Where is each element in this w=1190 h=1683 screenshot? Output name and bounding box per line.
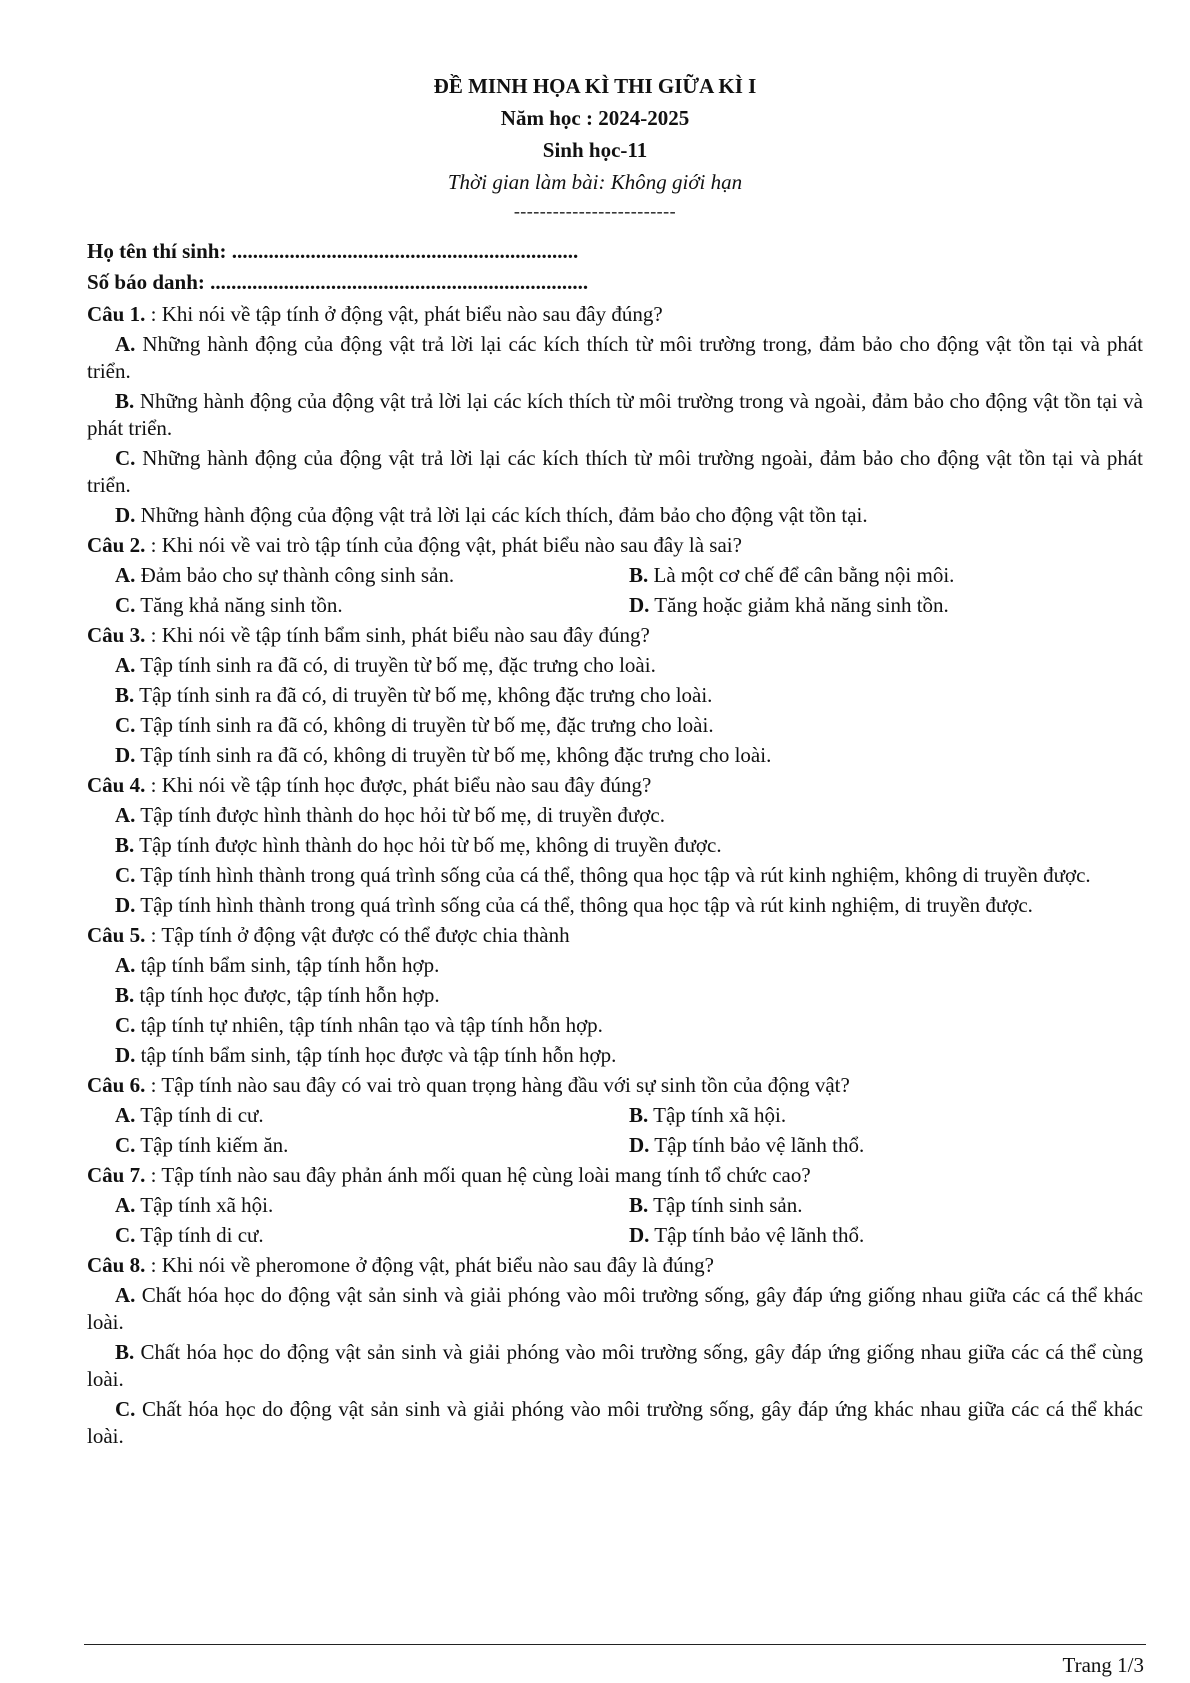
option-d (629, 1222, 1143, 1249)
option-label: A. (115, 953, 136, 977)
question-2 (87, 532, 1143, 619)
option-text: Chất hóa học do động vật sản sinh và giải phóng vào môi trường sống, gây đáp ứng khác nhau giữa các cá thể khác loài. (87, 1397, 1143, 1448)
option-label: B. (115, 983, 135, 1007)
question-stem (87, 1162, 1143, 1189)
option-label: A. (115, 653, 136, 677)
option-label: B. (115, 833, 135, 857)
question-number: Câu 1. (87, 302, 146, 326)
question-text: : Tập tính ở động vật được có thể được chia thành (145, 923, 570, 947)
option-b (87, 682, 1143, 709)
question-stem (87, 1252, 1143, 1279)
option-label: C. (115, 446, 136, 470)
option-a (87, 562, 629, 589)
option-label: C. (115, 1397, 136, 1421)
option-label: A. (115, 803, 136, 827)
question-text: : Khi nói về tập tính học được, phát biểu nào sau đây đúng? (145, 773, 652, 797)
options-grid (87, 1132, 1143, 1159)
question-number: Câu 4. (87, 773, 146, 797)
exam-title: ĐỀ MINH HỌA KÌ THI GIỮA KÌ I (433, 74, 757, 98)
option-c (87, 1012, 1143, 1039)
header-separator: ------------------------- (513, 201, 677, 221)
option-label: A. (115, 1103, 136, 1127)
options-grid (87, 562, 1143, 589)
option-label: D. (115, 743, 136, 767)
option-label: D. (115, 1043, 136, 1067)
option-d (629, 1132, 1143, 1159)
option-text: Đảm bảo cho sự thành công sinh sản. (135, 563, 455, 587)
question-stem (87, 772, 1143, 799)
option-text: Tập tính sinh ra đã có, không di truyền từ bố mẹ, đặc trưng cho loài. (135, 713, 714, 737)
option-text: Tập tính kiếm ăn. (135, 1133, 289, 1157)
candidate-name-field: Họ tên thí sinh: .................................................................. (87, 239, 579, 263)
question-stem (87, 301, 1143, 328)
option-text: Tập tính sinh ra đã có, không di truyền từ bố mẹ, không đặc trưng cho loài. (135, 743, 772, 767)
option-label: A. (115, 1193, 136, 1217)
question-number: Câu 3. (87, 623, 146, 647)
option-d (87, 502, 1143, 529)
option-text: Chất hóa học do động vật sản sinh và giải phóng vào môi trường sống, gây đáp ứng giống nhau giữa các cá thể cùng loài. (87, 1340, 1143, 1391)
question-5 (87, 922, 1143, 1069)
option-text: Tập tính được hình thành do học hỏi từ bố mẹ, di truyền được. (135, 803, 665, 827)
question-number: Câu 8. (87, 1253, 146, 1277)
option-text: Những hành động của động vật trả lời lại các kích thích, đảm bảo cho động vật tồn tại. (135, 503, 868, 527)
option-label: B. (629, 1193, 649, 1217)
question-8 (87, 1252, 1143, 1450)
option-b (87, 832, 1143, 859)
option-text: tập tính bẩm sinh, tập tính hỗn hợp. (135, 953, 440, 977)
option-text: Tăng khả năng sinh tồn. (135, 593, 343, 617)
options-grid (87, 1192, 1143, 1219)
option-a (87, 1192, 629, 1219)
option-d (629, 592, 1143, 619)
option-a (87, 1282, 1143, 1336)
option-label: D. (115, 503, 136, 527)
option-a (87, 331, 1143, 385)
option-b (87, 982, 1143, 1009)
option-c (87, 712, 1143, 739)
option-text: tập tính học được, tập tính hỗn hợp. (134, 983, 440, 1007)
option-text: Tập tính hình thành trong quá trình sống của cá thể, thông qua học tập và rút kinh nghiệm, không di truyền được. (135, 863, 1091, 887)
option-c (87, 445, 1143, 499)
option-label: A. (115, 332, 136, 356)
question-text: : Khi nói về pheromone ở động vật, phát biểu nào sau đây là đúng? (145, 1253, 714, 1277)
option-label: C. (115, 863, 136, 887)
question-text: : Tập tính nào sau đây có vai trò quan trọng hàng đầu với sự sinh tồn của động vật? (145, 1073, 850, 1097)
option-label: B. (115, 389, 135, 413)
option-d (87, 1042, 1143, 1069)
question-6 (87, 1072, 1143, 1159)
options-grid (87, 1222, 1143, 1249)
option-label: B. (115, 1340, 135, 1364)
option-c (87, 1132, 629, 1159)
option-label: C. (115, 593, 136, 617)
option-text: Tập tính được hình thành do học hỏi từ bố mẹ, không di truyền được. (134, 833, 722, 857)
option-c (87, 862, 1143, 889)
candidate-id-field: Số báo danh: ........................................................................ (87, 270, 589, 294)
question-text: : Tập tính nào sau đây phản ánh mối quan hệ cùng loài mang tính tổ chức cao? (145, 1163, 811, 1187)
option-label: C. (115, 1223, 136, 1247)
option-d (87, 742, 1143, 769)
option-text: Tập tính bảo vệ lãnh thổ. (649, 1133, 865, 1157)
option-b (629, 1192, 1143, 1219)
option-a (87, 652, 1143, 679)
question-3 (87, 622, 1143, 769)
option-text: Những hành động của động vật trả lời lại các kích thích từ môi trường ngoài, đảm bảo cho động vật tồn tại và phát triển. (87, 446, 1143, 497)
option-text: Tăng hoặc giảm khả năng sinh tồn. (649, 593, 949, 617)
option-text: Tập tính xã hội. (648, 1103, 787, 1127)
option-label: B. (629, 1103, 649, 1127)
question-number: Câu 5. (87, 923, 146, 947)
option-text: Tập tính sinh ra đã có, di truyền từ bố mẹ, đặc trưng cho loài. (135, 653, 656, 677)
option-b (87, 388, 1143, 442)
options-grid (87, 1102, 1143, 1129)
option-text: Là một cơ chế để cân bằng nội môi. (648, 563, 955, 587)
option-label: D. (629, 593, 650, 617)
option-a (87, 952, 1143, 979)
option-b (87, 1339, 1143, 1393)
option-b (629, 1102, 1143, 1129)
question-stem (87, 622, 1143, 649)
question-4 (87, 772, 1143, 919)
option-a (87, 1102, 629, 1129)
option-text: Chất hóa học do động vật sản sinh và giải phóng vào môi trường sống, gây đáp ứng giống nhau giữa các cá thể khác loài. (87, 1283, 1143, 1334)
option-text: tập tính bẩm sinh, tập tính học được và tập tính hỗn hợp. (135, 1043, 617, 1067)
question-number: Câu 7. (87, 1163, 146, 1187)
option-c (87, 1396, 1143, 1450)
option-d (87, 892, 1143, 919)
option-label: A. (115, 563, 136, 587)
footer-divider (84, 1644, 1146, 1645)
option-label: D. (115, 893, 136, 917)
option-text: Tập tính xã hội. (135, 1193, 274, 1217)
option-text: Tập tính bảo vệ lãnh thổ. (649, 1223, 865, 1247)
option-c (87, 1222, 629, 1249)
option-label: B. (629, 563, 649, 587)
exam-body (87, 236, 1143, 1450)
option-label: C. (115, 1013, 136, 1037)
question-text: : Khi nói về vai trò tập tính của động vật, phát biểu nào sau đây là sai? (145, 533, 742, 557)
question-number: Câu 6. (87, 1073, 146, 1097)
question-text: : Khi nói về tập tính ở động vật, phát biểu nào sau đây đúng? (145, 302, 663, 326)
school-year: Năm học : 2024-2025 (500, 106, 690, 130)
option-text: Tập tính hình thành trong quá trình sống của cá thể, thông qua học tập và rút kinh nghiệm, di truyền được. (135, 893, 1033, 917)
subject: Sinh học-11 (542, 138, 648, 162)
option-label: B. (115, 683, 135, 707)
time-limit: Thời gian làm bài: Không giới hạn (447, 170, 743, 194)
option-text: Tập tính sinh sản. (648, 1193, 803, 1217)
question-stem (87, 922, 1143, 949)
option-text: Tập tính sinh ra đã có, di truyền từ bố mẹ, không đặc trưng cho loài. (134, 683, 713, 707)
question-1 (87, 301, 1143, 529)
option-label: C. (115, 1133, 136, 1157)
option-label: A. (115, 1283, 136, 1307)
option-text: Những hành động của động vật trả lời lại các kích thích từ môi trường trong và ngoài, đảm bảo cho động vật tồn tại và phát triển. (87, 389, 1143, 440)
question-7 (87, 1162, 1143, 1249)
question-stem (87, 1072, 1143, 1099)
option-b (629, 562, 1143, 589)
options-grid (87, 592, 1143, 619)
option-text: Những hành động của động vật trả lời lại các kích thích từ môi trường trong, đảm bảo cho động vật tồn tại và phát triển. (87, 332, 1143, 383)
option-a (87, 802, 1143, 829)
option-text: Tập tính di cư. (135, 1103, 264, 1127)
option-label: D. (629, 1223, 650, 1247)
option-label: D. (629, 1133, 650, 1157)
question-number: Câu 2. (87, 533, 146, 557)
option-label: C. (115, 713, 136, 737)
page-number: Trang 1/3 (1062, 1653, 1144, 1677)
question-stem (87, 532, 1143, 559)
option-c (87, 592, 629, 619)
option-text: Tập tính di cư. (135, 1223, 264, 1247)
question-text: : Khi nói về tập tính bẩm sinh, phát biểu nào sau đây đúng? (145, 623, 650, 647)
option-text: tập tính tự nhiên, tập tính nhân tạo và tập tính hỗn hợp. (135, 1013, 603, 1037)
